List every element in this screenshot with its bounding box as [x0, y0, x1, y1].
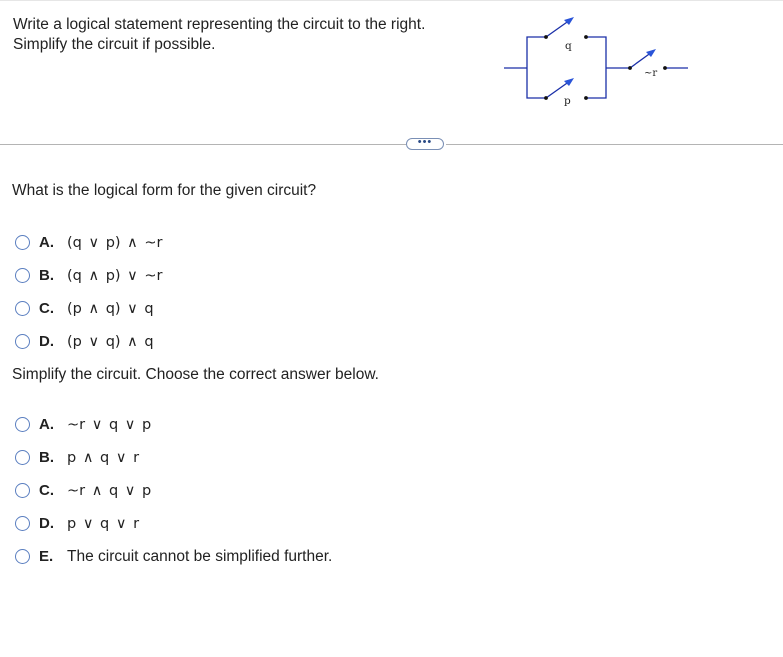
option-text: ~r ∧ q ∨ p	[67, 482, 152, 499]
question-1-option-d[interactable]	[15, 325, 163, 358]
option-letter: B.	[39, 449, 54, 466]
question-1-option-b[interactable]	[15, 259, 163, 292]
label-q: q	[565, 40, 572, 52]
question-2-text: Simplify the circuit. Choose the correct answer below.	[12, 366, 379, 383]
question-1-option-a[interactable]	[15, 226, 163, 259]
question-2-option-e[interactable]	[15, 540, 332, 573]
option-letter: D.	[39, 515, 54, 532]
problem-prompt	[13, 15, 425, 55]
circuit-diagram	[500, 10, 700, 110]
right-bus	[586, 37, 606, 98]
switch-p-pivot	[544, 96, 548, 100]
radio-button[interactable]	[15, 516, 30, 531]
switch-q-contact	[584, 35, 588, 39]
option-letter: A.	[39, 416, 54, 433]
label-p: p	[564, 95, 571, 107]
question-2-options	[15, 408, 332, 573]
switch-not-r-contact	[663, 66, 667, 70]
option-text: (p ∧ q) ∨ q	[67, 300, 154, 317]
question-2-option-b[interactable]	[15, 441, 332, 474]
radio-button[interactable]	[15, 301, 30, 316]
more-options-button[interactable]: •••	[406, 138, 444, 150]
prompt-line-2: Simplify the circuit if possible.	[13, 36, 216, 53]
section-divider-right	[446, 144, 783, 145]
radio-button[interactable]	[15, 334, 30, 349]
radio-button[interactable]	[15, 235, 30, 250]
option-text: ~r ∨ q ∨ p	[67, 416, 152, 433]
left-bus-bottom	[527, 68, 546, 98]
option-letter: B.	[39, 267, 54, 284]
radio-button[interactable]	[15, 417, 30, 432]
switch-not-r-pivot	[628, 66, 632, 70]
top-rule	[0, 0, 783, 1]
question-2-option-a[interactable]	[15, 408, 332, 441]
label-not-r: ~r	[644, 68, 658, 79]
option-text: (p ∨ q) ∧ q	[67, 333, 154, 350]
option-text: p ∨ q ∨ r	[67, 515, 140, 532]
left-bus-top	[527, 37, 546, 68]
option-letter: A.	[39, 234, 54, 251]
radio-button[interactable]	[15, 268, 30, 283]
radio-button[interactable]	[15, 549, 30, 564]
option-text: The circuit cannot be simplified further.	[67, 547, 333, 565]
question-1-text: What is the logical form for the given circuit?	[12, 182, 317, 199]
option-text: (q ∧ p) ∨ ~r	[67, 267, 163, 284]
option-letter: C.	[39, 300, 54, 317]
option-letter: D.	[39, 333, 54, 350]
switch-p-contact	[584, 96, 588, 100]
option-letter: C.	[39, 482, 54, 499]
question-2-option-d[interactable]	[15, 507, 332, 540]
radio-button[interactable]	[15, 450, 30, 465]
switch-q-blade	[546, 20, 570, 37]
question-1-options	[15, 226, 163, 358]
question-1-option-c[interactable]	[15, 292, 163, 325]
section-divider-left	[0, 144, 406, 145]
prompt-line-1: Write a logical statement representing the circuit to the right.	[13, 16, 426, 33]
switch-arrowheads	[564, 17, 656, 86]
option-text: p ∧ q ∨ r	[67, 449, 140, 466]
switch-q-pivot	[544, 35, 548, 39]
option-letter: E.	[39, 548, 54, 565]
question-2-option-c[interactable]	[15, 474, 332, 507]
radio-button[interactable]	[15, 483, 30, 498]
option-text: (q ∨ p) ∧ ~r	[67, 234, 163, 251]
